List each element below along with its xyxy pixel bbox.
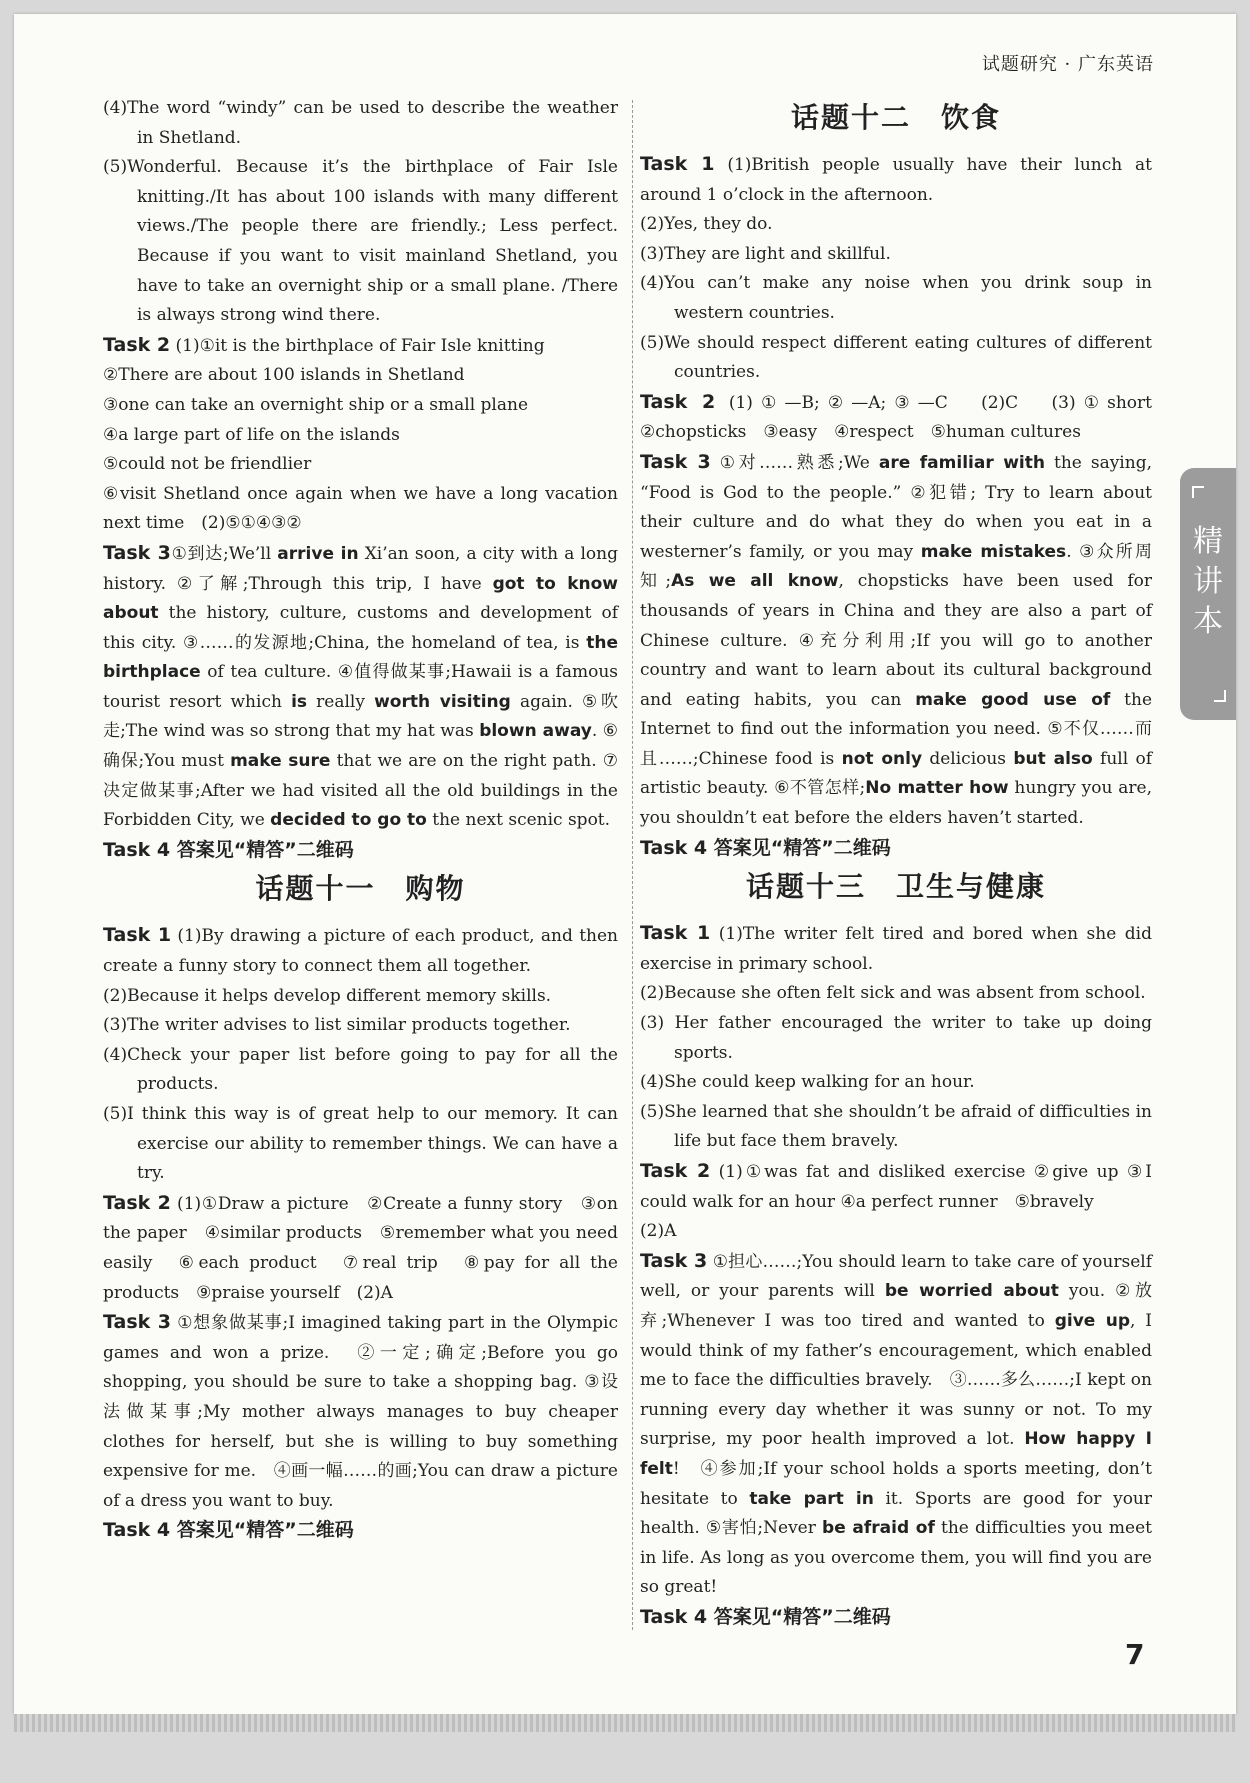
key-phrase: As we all know xyxy=(671,571,839,592)
answer-text: , I would think of my father’s encouragement, which enabled me to face the difficulties bravely. ③……多么……;I kept on running every day whether it was sunny or not. To my surprise, my poor health improved a lot. xyxy=(640,1310,1152,1450)
answer-text: ①想象做某事;I imagined taking part in the Olympic games and won a prize. ②一定;确定;Before you go shopping, you should be sure to take a shopping bag. ③设法做某事;My mother always manages to buy cheaper clothes for herself, but she is willing to buy something expensive for me. ④画一幅……的画;You can draw a picture of a dress you want to buy. xyxy=(103,1313,618,1511)
answer-paragraph xyxy=(640,448,1152,834)
answer-line: (2)Because it helps develop different memory skills. xyxy=(103,985,552,1006)
topic-heading: 话题十三 卫生与健康 xyxy=(745,870,1046,904)
task-label: Task 3 xyxy=(103,541,171,564)
answer-line xyxy=(640,919,1152,979)
answer-text: . ⑥确保;You must xyxy=(103,721,618,772)
answer-text: the Internet to find out the information you need. ⑤不仅……而且……;Chinese food is xyxy=(640,689,1153,769)
task4-note: Task 4 答案见“精答”二维码 xyxy=(103,1519,354,1542)
key-phrase: got to know about xyxy=(103,573,618,624)
key-phrase: worth visiting xyxy=(374,691,511,712)
key-phrase: No matter how xyxy=(865,778,1009,799)
answer-line: (5)Wonderful. Because it’s the birthplace of Fair Isle knitting./It has about 100 islands with many different views./The people there are friendly.; Less perfect. Because if you want to visit mainland Shetland, you have to take an overnight ship or a small plane. /There is always strong wind there. xyxy=(103,157,618,326)
answer-text: ①到达;We’ll xyxy=(170,543,278,564)
key-phrase: decided to go to xyxy=(270,810,427,831)
task-label: Task 2 xyxy=(103,1191,171,1214)
answer-paragraph xyxy=(103,539,618,836)
answer-text: (1)By drawing a picture of each product, and then create a funny story to connect them all together. xyxy=(103,926,618,977)
answer-line: ⑥visit Shetland once again when we have a long vacation next time (2)⑤①④③② xyxy=(103,483,618,534)
key-phrase: but also xyxy=(1013,748,1093,769)
answer-text: that we are on the right path. ⑦决定做某事;After we had visited all the old buildings in the Forbidden City, we xyxy=(103,751,619,831)
side-tab-label: 精讲本 xyxy=(1193,524,1223,639)
task-label: Task 2 xyxy=(640,1160,711,1182)
answer-text: ! ④参加;If your school holds a sports meeting, don’t hesitate to xyxy=(640,1458,1152,1509)
key-phrase: be afraid of xyxy=(822,1518,935,1539)
key-phrase: make sure xyxy=(230,751,331,772)
topic-heading: 话题十二 饮食 xyxy=(790,101,1001,134)
answer-text: (1)①it is the birthplace of Fair Isle knitting xyxy=(175,335,545,356)
key-phrase: take part in xyxy=(749,1488,874,1509)
bracket-bottom-icon xyxy=(1214,690,1226,702)
answer-paragraph xyxy=(640,1157,1152,1217)
bracket-top-icon xyxy=(1192,486,1204,498)
answer-text: . ③众所周知; xyxy=(640,541,1152,592)
page-number: 7 xyxy=(1125,1638,1145,1671)
right-column xyxy=(640,94,1169,1633)
answer-line: (4)The word “windy” can be used to describe the weather in Shetland. xyxy=(103,98,618,148)
answer-line: (4)She could keep walking for an hour. xyxy=(640,1072,975,1093)
answer-line: ②There are about 100 islands in Shetland xyxy=(103,365,465,386)
key-phrase: make mistakes xyxy=(920,541,1067,562)
answer-line xyxy=(103,921,618,981)
task-label: Task 3 xyxy=(640,450,711,473)
answer-line: (4)You can’t make any noise when you drink soup in western countries. xyxy=(640,273,1152,323)
answer-line: (2)Because she often felt sick and was absent from school. xyxy=(640,983,1146,1004)
answer-line: (5)She learned that she shouldn’t be afraid of difficulties in life but face them bravely. xyxy=(640,1101,1152,1152)
key-phrase: make good use of xyxy=(915,689,1111,710)
answer-text: Xi’an soon, a city with a long history. ②了解;Through this trip, I have xyxy=(103,543,619,594)
answer-line: (4)Check your paper list before going to pay for all the products. xyxy=(103,1044,618,1095)
answer-paragraph xyxy=(103,1189,618,1308)
topic-heading: 话题十一 购物 xyxy=(255,872,466,906)
task-label: Task 3 xyxy=(640,1249,708,1272)
answer-line: (5)We should respect different eating cultures of different countries. xyxy=(640,332,1152,383)
column-divider xyxy=(632,100,633,1630)
running-header: 试题研究 · 广东英语 xyxy=(981,54,1154,75)
key-phrase: give up xyxy=(1054,1310,1130,1331)
key-phrase: arrive in xyxy=(277,543,359,564)
task-label: Task 2 xyxy=(103,333,171,356)
answer-line: ④a large part of life on the islands xyxy=(103,424,400,445)
answer-text: again. ⑤吹走;The wind was so strong that my hat was xyxy=(103,691,619,742)
answer-text: , chopsticks have been used for thousands of years in China and they are also a part of Chinese culture. ④充分利用;If you will go to another country and want to learn about its cultural background and eating habits, you can xyxy=(640,571,1152,710)
answer-text: (1)The writer felt tired and bored when she did exercise in primary school. xyxy=(640,924,1152,974)
answer-text: delicious xyxy=(922,748,1014,769)
key-phrase: are familiar with xyxy=(878,452,1045,473)
answer-line xyxy=(103,331,618,362)
key-phrase: be worried about xyxy=(884,1281,1059,1302)
answer-text: full of artistic beauty. ⑥不管怎样; xyxy=(640,748,1152,799)
answer-line: ③one can take an overnight ship or a small plane xyxy=(103,394,529,415)
answer-paragraph xyxy=(103,1308,618,1516)
answer-line: (2)Yes, they do. xyxy=(640,214,773,235)
answer-text: the history, culture, customs and development of this city. ③……的发源地;China, the homeland of tea, is xyxy=(103,603,618,653)
answer-text: (1)British people usually have their lunch at around 1 o’clock in the afternoon. xyxy=(640,155,1152,205)
answer-paragraph xyxy=(640,388,1169,448)
side-tab xyxy=(1180,468,1236,720)
answer-line: (3) Her father encouraged the writer to take up doing sports. xyxy=(640,1013,1152,1063)
key-phrase: not only xyxy=(841,748,923,769)
page-bottom-band xyxy=(14,1714,1236,1732)
answer-text: (1)①Draw a picture ②Create a funny story ③on the paper ④similar products ⑤remember what you need easily ⑥each product ⑦real trip ⑧pay for all the products ⑨praise yourself (2)A xyxy=(103,1193,618,1303)
answer-text: (1)①was fat and disliked exercise ②give up ③I could walk for an hour ④a perfect runner ⑤bravely xyxy=(640,1162,1152,1212)
answer-text: the saying, “Food is God to the people.” ②犯错; Try to learn about their culture and do what they do when you eat in a westerner’s family, or you may xyxy=(640,452,1152,562)
answer-text: of tea culture. ④值得做某事;Hawaii is a famous tourist resort which xyxy=(103,662,618,712)
task4-note: Task 4 答案见“精答”二维码 xyxy=(640,1605,891,1628)
key-phrase: How happy I felt xyxy=(640,1429,1152,1479)
answer-text: ①担心……;You should learn to take care of yourself well, or your parents will xyxy=(640,1251,1152,1302)
answer-text: ①对……熟悉;We xyxy=(710,452,879,473)
task-label: Task 1 xyxy=(640,922,711,945)
answer-line: (5)I think this way is of great help to our memory. It can exercise our ability to remember things. We can have a try. xyxy=(103,1104,618,1184)
answer-text: you. ②放弃;Whenever I was too tired and wanted to xyxy=(640,1281,1152,1331)
answer-line: (2)A xyxy=(640,1221,677,1242)
task-label: Task 3 xyxy=(103,1311,171,1334)
key-phrase: is xyxy=(291,691,308,712)
key-phrase: blown away xyxy=(479,721,592,742)
answer-paragraph xyxy=(640,1247,1152,1603)
task4-note: Task 4 答案见“精答”二维码 xyxy=(640,836,891,859)
answer-line xyxy=(640,150,1152,210)
answer-text: hungry you are, you shouldn’t eat before the elders haven’t started. xyxy=(640,778,1152,829)
answer-text: it. Sports are good for your health. ⑤害怕;Never xyxy=(640,1488,1153,1539)
answer-line: (3)They are light and skillful. xyxy=(640,243,891,264)
answer-text: the difficulties you meet in life. As long as you overcome them, you will find you are so great! xyxy=(640,1518,1152,1598)
key-phrase: the birthplace xyxy=(103,632,618,683)
answer-text: (1)①—B;②—A;③—C (2)C (3)①short ②chopsticks ③easy ④respect ⑤human cultures xyxy=(640,392,1169,443)
left-column xyxy=(103,94,618,1546)
answer-line: ⑤could not be friendlier xyxy=(103,454,312,475)
task-label: Task 2 xyxy=(640,390,716,413)
answer-text: really xyxy=(307,691,375,712)
task4-note: Task 4 答案见“精答”二维码 xyxy=(103,838,354,861)
answer-text: the next scenic spot. xyxy=(426,810,611,831)
task-label: Task 1 xyxy=(103,924,172,947)
task-label: Task 1 xyxy=(640,153,715,175)
answer-line: (3)The writer advises to list similar products together. xyxy=(103,1015,571,1036)
